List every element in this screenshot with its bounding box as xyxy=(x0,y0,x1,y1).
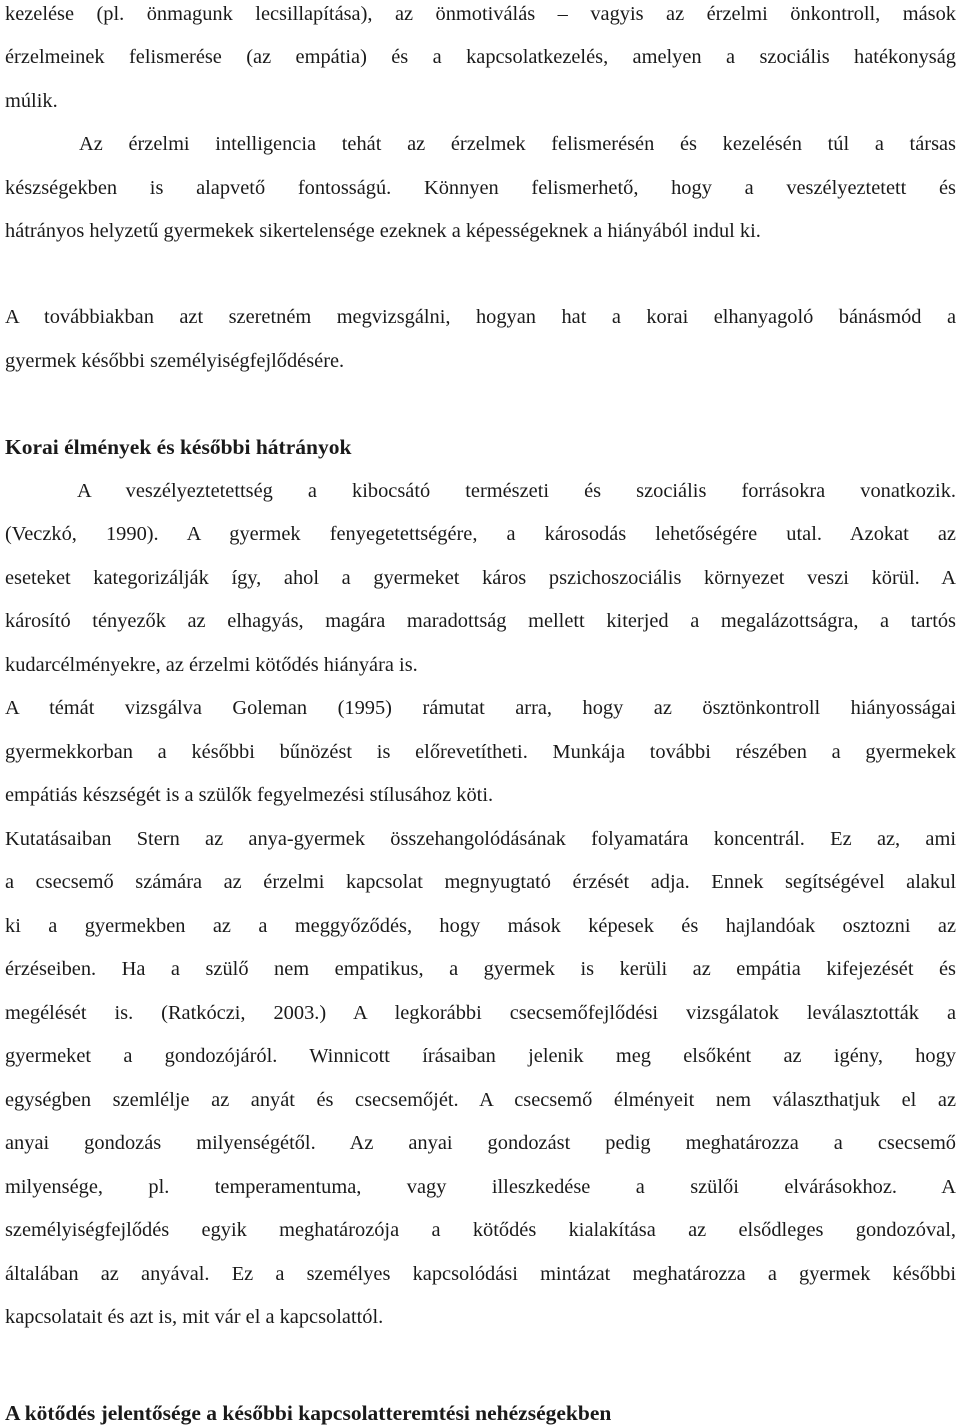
text-line: empátiás készségét is a szülők fegyelmezési stílusához köti. xyxy=(5,784,494,806)
text-line: múlik. xyxy=(5,90,58,112)
text-line: érzelmeinek felismerése (az empátia) és a kapcsolatkezelés, amelyen a szociális hatékonyság xyxy=(5,46,956,68)
text-line: milyensége, pl. temperamentuma, vagy illeszkedése a szülői elvárásokhoz. A xyxy=(5,1176,956,1198)
text-line: egységben szemlélje az anyát és csecsemőjét. A csecsemő élményeit nem választhatjuk el az xyxy=(5,1089,956,1111)
text-line: ki a gyermekben az a meggyőződés, hogy mások képesek és hajlandóak osztozni az xyxy=(5,915,956,937)
text-line: személyiségfejlődés egyik meghatározója a kötődés kialakítása az elsődleges gondozóval, xyxy=(5,1219,956,1241)
text-line: gyermek későbbi személyiségfejlődésére. xyxy=(5,350,345,372)
text-line: (Veczkó, 1990). A gyermek fenyegetettségére, a károsodás lehetőségére utal. Azokat az xyxy=(5,523,956,545)
text-line: anyai gondozás milyenségétől. Az anyai gondozást pedig meghatározza a csecsemő xyxy=(5,1132,956,1154)
text-line: általában az anyával. Ez a személyes kapcsolódási mintázat meghatározza a gyermek későbbi xyxy=(5,1263,956,1285)
text-line: a csecsemő számára az érzelmi kapcsolat megnyugtató érzését adja. Ennek segítségével alakul xyxy=(5,871,956,893)
text-line: A veszélyeztetettség a kibocsátó természeti és szociális forrásokra vonatkozik. xyxy=(77,480,956,502)
section-heading: Korai élmények és későbbi hátrányok xyxy=(5,435,352,459)
text-line: megélését is. (Ratkóczi, 2003.) A legkorábbi csecsemőfejlődési vizsgálatok leválasztották a xyxy=(5,1002,956,1024)
text-line: A témát vizsgálva Goleman (1995) rámutat arra, hogy az ösztönkontroll hiányosságai xyxy=(5,697,956,719)
text-line: gyermekkorban a későbbi bűnözést is előrevetítheti. Munkája további részében a gyermekek xyxy=(5,741,956,763)
text-line: Kutatásaiban Stern az anya-gyermek összehangolódásának folyamatára koncentrál. Ez az, ami xyxy=(5,828,956,850)
text-line: érzéseiben. Ha a szülő nem empatikus, a gyermek is kerüli az empátia kifejezését és xyxy=(5,958,956,980)
text-line: károsító tényezők az elhagyás, magára maradottság mellett kiterjed a megalázottságra, a tartós xyxy=(5,610,956,632)
text-line: eseteket kategorizálják így, ahol a gyermeket káros pszichoszociális környezet veszi körül. A xyxy=(5,567,956,589)
text-line: hátrányos helyzetű gyermekek sikertelensége ezeknek a képességeknek a hiányából indul ki. xyxy=(5,220,761,242)
text-line: gyermeket a gondozójáról. Winnicott írásaiban jelenik meg elsőként az igény, hogy xyxy=(5,1045,956,1067)
text-line: készségekben is alapvető fontosságú. Könnyen felismerhető, hogy a veszélyeztetett és xyxy=(5,177,956,199)
text-line: A továbbiakban azt szeretném megvizsgálni, hogyan hat a korai elhanyagoló bánásmód a xyxy=(5,306,956,328)
text-line: kapcsolatait és azt is, mit vár el a kapcsolattól. xyxy=(5,1306,384,1328)
text-line: Az érzelmi intelligencia tehát az érzelmek felismerésén és kezelésén túl a társas xyxy=(79,133,956,155)
text-line: kudarcélményekre, az érzelmi kötődés hiányára is. xyxy=(5,654,418,676)
section-heading: A kötődés jelentősége a későbbi kapcsolatteremtési nehézségekben xyxy=(5,1401,612,1425)
text-line: kezelése (pl. önmagunk lecsillapítása), az önmotiválás – vagyis az érzelmi önkontroll, mások xyxy=(5,3,956,25)
